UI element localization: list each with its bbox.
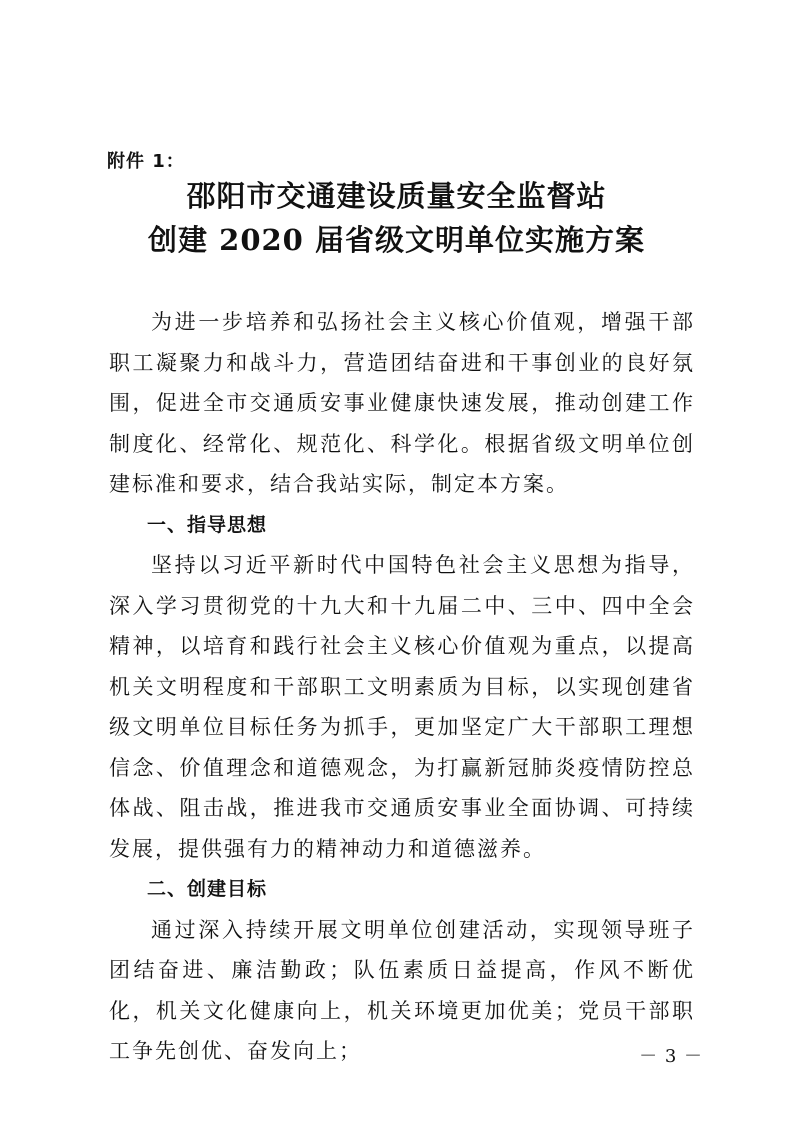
section-paragraph-creation-goals: 通过深入持续开展文明单位创建活动，实现领导班子团结奋进、廉洁勤政；队伍素质日益提高，作风不断优化，机关文化健康向上，机关环境更加优美；党员干部职工争先创优、奋发向上； [109,917,695,1063]
intro-paragraph: 为进一步培养和弘扬社会主义核心价值观，增强干部职工凝聚力和战斗力，营造团结奋进和干事创业的良好氛围，促进全市交通质安事业健康快速发展，推动创建工作制度化、经常化、规范化、科学化。根据省级文明单位创建标准和要求，结合我站实际，制定本方案。 [109,310,695,496]
section-paragraph-guiding-ideology: 坚持以习近平新时代中国特色社会主义思想为指导，深入学习贯彻党的十九大和十九届二中、三中、四中全会精神，以培育和践行社会主义核心价值观为重点，以提高机关文明程度和干部职工文明素质为目标，以实现创建省级文明单位目标任务为抓手，更加坚定广大干部职工理想信念、价值理念和道德观念，为打赢新冠肺炎疫情防控总体战、阻击战，推进我市交通质安事业全面协调、可持续发展，提供强有力的精神动力和道德滋养。 [109,553,695,861]
document-title-line-1: 邵阳市交通建设质量安全监督站 [186,179,607,213]
document-body [109,302,695,1072]
document-title-line-2: 创建 2020 届省级文明单位实施方案 [148,223,645,257]
attachment-label: 附件 1： [107,151,185,172]
section-heading-creation-goals: 二、创建目标 [147,878,268,900]
page-number: － 3 － [639,1046,703,1067]
section-heading-guiding-ideology: 一、指导思想 [147,513,268,536]
